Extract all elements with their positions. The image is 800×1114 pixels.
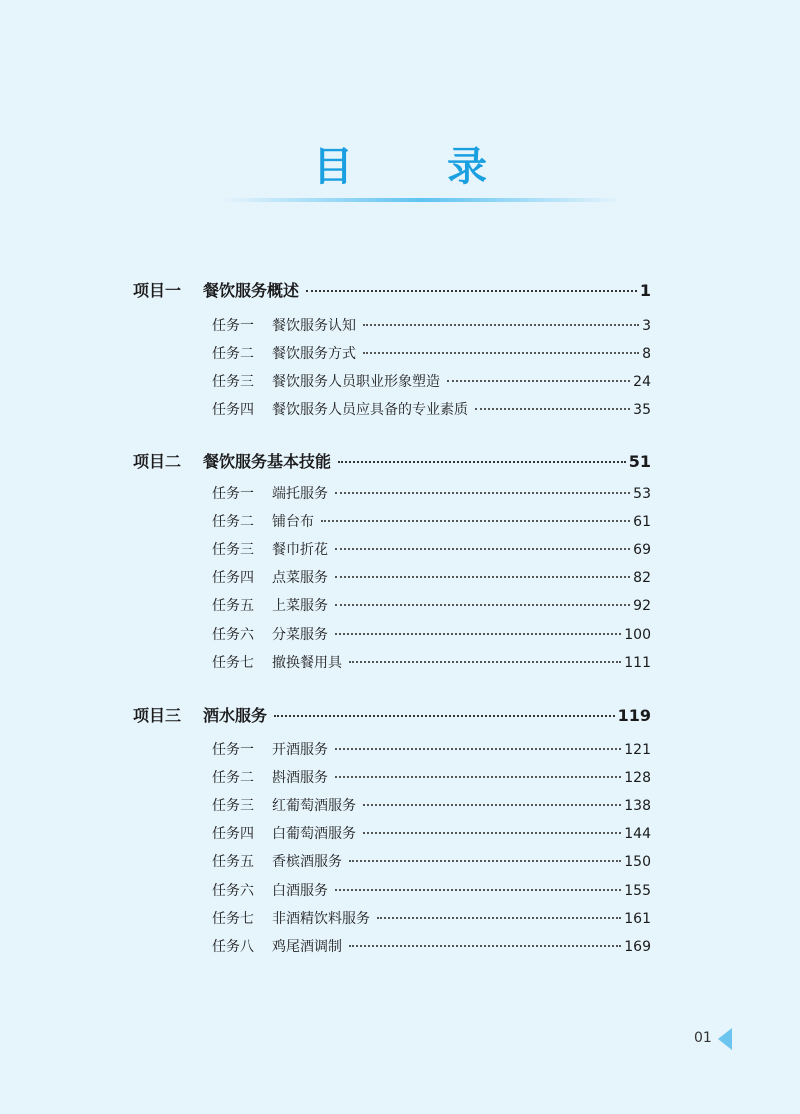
toc-task-entry[interactable] — [212, 652, 651, 672]
page-title: 目 录 — [313, 144, 527, 190]
dot-leader — [338, 461, 626, 463]
toc-task-entry[interactable] — [212, 739, 651, 759]
task-label: 任务五 — [212, 854, 254, 871]
dot-leader — [447, 380, 630, 382]
task-label: 任务六 — [212, 882, 254, 899]
task-page-number: 121 — [624, 742, 651, 758]
toc-task-entry[interactable] — [212, 851, 651, 871]
project-name: 餐饮服务基本技能 — [203, 452, 332, 471]
task-name: 铺台布 — [272, 514, 314, 531]
task-label: 任务六 — [212, 626, 254, 643]
title-underline — [222, 198, 622, 202]
task-page-number: 155 — [624, 882, 651, 899]
task-name: 餐饮服务人员应具备的专业素质 — [272, 402, 468, 419]
dot-leader — [475, 408, 630, 410]
task-page-number: 138 — [624, 798, 651, 815]
task-label: 任务一 — [212, 486, 254, 502]
dot-leader — [306, 290, 637, 292]
toc-task-entry[interactable] — [212, 767, 651, 787]
task-page-number: 82 — [633, 570, 651, 587]
dot-leader — [274, 715, 615, 717]
toc-task-entry[interactable] — [212, 823, 651, 843]
task-label: 任务三 — [212, 542, 254, 559]
dot-leader — [321, 520, 630, 522]
task-name: 端托服务 — [272, 486, 328, 502]
project-label: 项目一 — [133, 281, 182, 300]
toc-task-entry[interactable] — [212, 343, 651, 363]
task-page-number: 3 — [642, 318, 651, 334]
task-label: 任务四 — [212, 402, 254, 419]
task-label: 任务一 — [212, 318, 254, 334]
dot-leader — [335, 548, 630, 550]
task-page-number: 35 — [633, 402, 651, 419]
dot-leader — [363, 352, 639, 354]
project-name: 酒水服务 — [203, 706, 268, 725]
task-page-number: 61 — [633, 514, 651, 531]
task-name: 红葡萄酒服务 — [272, 798, 356, 815]
task-page-number: 150 — [624, 854, 651, 871]
page-number: 01 — [694, 1030, 712, 1046]
task-label: 任务二 — [212, 514, 254, 531]
toc-task-entry[interactable] — [212, 595, 651, 615]
toc-task-entry[interactable] — [212, 908, 651, 928]
dot-leader — [377, 917, 621, 919]
project-page-number: 51 — [628, 452, 651, 471]
task-name: 餐饮服务人员职业形象塑造 — [272, 374, 440, 391]
toc-task-entry[interactable] — [212, 539, 651, 559]
toc-task-entry[interactable] — [212, 936, 651, 956]
toc-task-entry[interactable] — [212, 483, 651, 503]
dot-leader — [349, 860, 621, 862]
task-page-number: 144 — [624, 826, 651, 843]
task-label: 任务七 — [212, 910, 254, 927]
project-label: 项目二 — [133, 452, 182, 471]
task-page-number: 69 — [633, 542, 651, 559]
dot-leader — [349, 661, 621, 663]
task-label: 任务四 — [212, 570, 254, 587]
task-label: 任务七 — [212, 654, 254, 671]
task-page-number: 100 — [624, 626, 651, 643]
task-label: 任务三 — [212, 374, 254, 391]
task-label: 任务二 — [212, 346, 254, 363]
dot-leader — [363, 804, 621, 806]
toc-project-entry[interactable] — [133, 449, 651, 472]
task-name: 撤换餐用具 — [272, 654, 342, 671]
toc-task-entry[interactable] — [212, 511, 651, 531]
task-name: 鸡尾酒调制 — [272, 938, 342, 955]
toc-task-entry[interactable] — [212, 624, 651, 644]
task-page-number: 169 — [624, 938, 651, 955]
task-name: 白酒服务 — [272, 882, 328, 899]
dot-leader — [335, 492, 630, 494]
toc-project-entry[interactable] — [133, 278, 651, 301]
toc-task-entry[interactable] — [212, 795, 651, 815]
task-label: 任务三 — [212, 798, 254, 815]
task-name: 餐饮服务认知 — [272, 318, 356, 334]
task-label: 任务二 — [212, 770, 254, 787]
task-page-number: 128 — [624, 770, 651, 787]
dot-leader — [363, 832, 621, 834]
task-page-number: 111 — [624, 654, 651, 671]
dot-leader — [335, 633, 621, 635]
task-name: 非酒精饮料服务 — [272, 910, 370, 927]
task-label: 任务八 — [212, 938, 254, 955]
folio-triangle-icon — [718, 1028, 732, 1050]
dot-leader — [335, 776, 621, 778]
dot-leader — [335, 604, 630, 606]
task-name: 餐饮服务方式 — [272, 346, 356, 363]
dot-leader — [363, 324, 639, 326]
task-name: 上菜服务 — [272, 598, 328, 615]
toc-project-entry[interactable] — [133, 703, 651, 726]
toc-task-entry[interactable] — [212, 880, 651, 900]
task-page-number: 24 — [633, 374, 651, 391]
task-name: 斟酒服务 — [272, 770, 328, 787]
toc-task-entry[interactable] — [212, 399, 651, 419]
toc-task-entry[interactable] — [212, 371, 651, 391]
dot-leader — [335, 576, 630, 578]
task-page-number: 161 — [624, 910, 651, 927]
project-page-number: 1 — [639, 281, 651, 300]
dot-leader — [335, 748, 621, 750]
project-label: 项目三 — [133, 706, 182, 725]
dot-leader — [335, 889, 621, 891]
task-page-number: 92 — [633, 598, 651, 615]
task-label: 任务四 — [212, 826, 254, 843]
task-page-number: 8 — [642, 346, 651, 363]
toc-task-entry[interactable] — [212, 567, 651, 587]
project-page-number: 119 — [617, 706, 651, 725]
task-name: 分菜服务 — [272, 626, 328, 643]
task-name: 白葡萄酒服务 — [272, 826, 356, 843]
task-name: 餐巾折花 — [272, 542, 328, 559]
task-name: 点菜服务 — [272, 570, 328, 587]
task-page-number: 53 — [633, 486, 651, 502]
dot-leader — [349, 945, 621, 947]
toc-task-entry[interactable] — [212, 315, 651, 335]
project-name: 餐饮服务概述 — [203, 281, 300, 300]
task-name: 开酒服务 — [272, 742, 328, 758]
task-name: 香槟酒服务 — [272, 854, 342, 871]
task-label: 任务五 — [212, 598, 254, 615]
task-label: 任务一 — [212, 742, 254, 758]
